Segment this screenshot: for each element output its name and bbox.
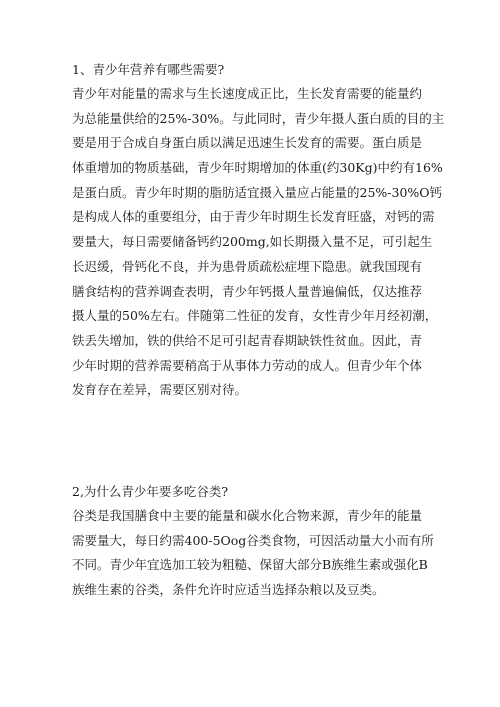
section-heading: 2,为什么青少年要多吃谷类? — [72, 484, 229, 499]
paragraph-line: 谷类是我国膳食中主要的能量和碳水化合物来源，青少年的能量 — [72, 508, 423, 523]
paragraph-line: 不同。青少年宜选加工较为粗糙、保留大部分B族维生素或强化B — [72, 557, 428, 573]
paragraph-line: 摄人量的50%左右。伴随第二性征的发育，女性青少年月经初潮， — [72, 308, 438, 324]
paragraph-line: 膳食结构的营养调查表明，青少年钙摄人量普遍偏低，仅达推荐 — [72, 283, 423, 299]
paragraph-line: 为总能量供给的25%-30%。与此同时，青少年摄人蛋白质的目的主 — [72, 110, 445, 126]
paragraph-line: 需要量大，每日约需400-5Oog谷类食物，可因活动量大小而有所 — [72, 532, 434, 548]
section-heading: 1、青少年营养有哪些需要? — [72, 62, 225, 77]
paragraph-line: 铁丢失增加，铁的供给不足可引起青春期缺铁性贫血。因此，青 — [72, 332, 423, 348]
paragraph-line: 长迟缓，骨钙化不良，并为患骨质疏松症埋下隐患。就我国现有 — [72, 258, 423, 274]
paragraph-line: 体重增加的物质基础，青少年时期增加的体重(约30Kg)中约有16% — [72, 160, 443, 176]
paragraph-line: 少年时期的营养需要稍高于从事体力劳动的成人。但青少年个体 — [72, 357, 423, 373]
section-nutrition-needs — [72, 58, 445, 403]
paragraph-line: 要是用于合成自身蛋白质以满足迅速生长发育的需要。蛋白质是 — [72, 135, 423, 151]
paragraph-line: 青少年对能量的需求与生长速度成正比，生长发育需要的能量约 — [72, 86, 423, 101]
paragraph-line: 是蛋白质。青少年时期的脂肪适宜摄入量应占能量的25%-30%O钙 — [72, 184, 443, 200]
section-why-grains — [72, 480, 440, 603]
section-paragraph — [72, 82, 445, 403]
paragraph-line: 族维生素的谷类，条件允许时应适当选择杂粮以及豆类。 — [72, 582, 385, 598]
paragraph-line: 是构成人体的重要组分，由于青少年时期生长发育旺盛，对钙的需 — [72, 209, 435, 225]
paragraph-line: 要量大，每日需要储备钙约200mg,如长期摄入量不足，可引起生 — [72, 234, 433, 250]
section-paragraph — [72, 504, 440, 603]
paragraph-line: 发育存在差异，需要区别对待。 — [72, 382, 248, 398]
